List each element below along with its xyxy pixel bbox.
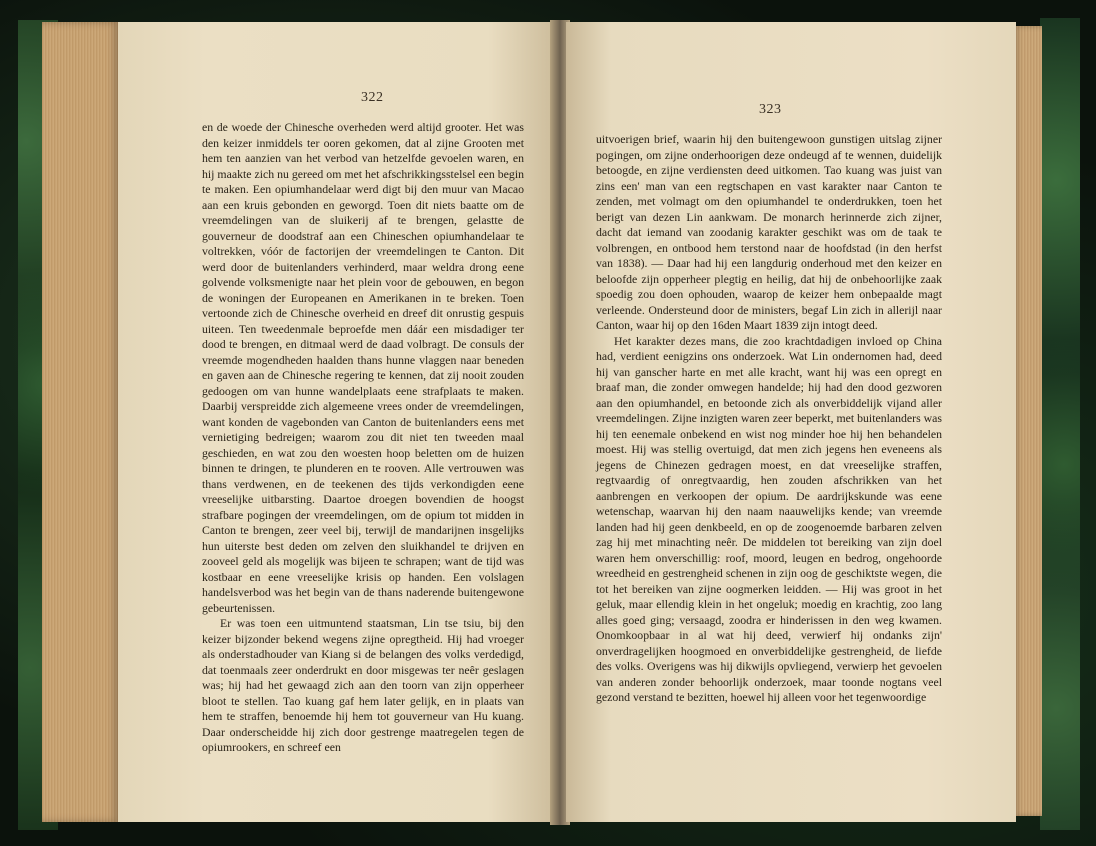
page-number: 323	[759, 102, 782, 117]
paragraph: uitvoerigen brief, waarin hij den buitengewoon gunstigen uitslag zijner pogingen, om zijne onderhoorigen deze ondeugd af te wennen, duidelijk betoogde, en zijne verdiensten deed uitkomen. Tao kuang was juist van zins een' man van een regtschapen en vast karakter naar Canton te zenden, met volmagt om den opiumhandel te onderdrukken, toen het berigt van dezen Lin aankwam. De monarch herinnerde zich zijner, dacht dat iemand van zoodanig karakter geschikt was om de taak te volbrengen, en ontbood hem terstond naar de hoofdstad (in den herfst van 1838). — Daar had hij een langdurig onderhoud met den keizer en beloofde zijn opperheer plegtig en heilig, dat hij de onbehoorlijke zaak spoedig zou doen ophouden, waarop de keizer hem onbepaalde magt verleende. Ondersteund door de ministers, begaf Lin zich in allerijl naar Canton, waar hij op den 16den Maart 1839 zijn intogt deed.	[596, 132, 942, 332]
book-cover-right-marbled	[1040, 18, 1080, 830]
page-number: 322	[361, 90, 384, 105]
paragraph: Het karakter dezes mans, die zoo krachtdadigen invloed op China had, verdient eenigzins ons onderzoek. Wat Lin ondernomen had, deed hij van ganscher harte en met alle kracht, want hij was een opregt en braaf man, die zonder omwegen handelde; hij had den dood gezworen aan den opiumhandel, en betoonde zich als onverbiddelijk vijand aller vreemdelingen. Zijne inzigten waren zeer beperkt, met buitenlanders was hij ten eenemale onbekend en wist nog minder hoe hij hen behandelen moest. Hij was stellig overtuigd, dat men zich jegens hen eveneens als jegens de Chinezen gedragen moest, en dat vreeselijke straffen, regtvaardig of onregtvaardig, hen zouden afschrikken van het aanbrengen en verkoopen der opium. De aardrijkskunde was eene wetenschap, waarvan hij den naam naauwelijks kende; van vreemde landen had hij geen denkbeeld, en op de zoogenoemde barbaren zelven zag hij met minachting neêr. De middelen tot bereiking van zijn doel waren hem onverschillig: roof, moord, leugen en bedrog, ongehoorde wreedheid en gestrengheid schenen in zijn oog de geschiktste wegen, die tot het bereiken van zijne oogmerken leidden. — Hij was groot in het geluk, maar ellendig klein in het ongeluk; moedig en krachtig, zoo lang alles goed ging; versaagd, zoodra er hinderissen in den weg kwamen. Onomkoopbaar in al wat hij deed, verwierf hij ondanks zijn' onverdragelijken hoogmoed en onverbiddelijke gestrengheid, de liefde des volks. Overigens was hij dikwijls opvliegend, verwierp het gevoelen van anderen zonder behoorlijk onderzoek, maar toonde nogtans veel gezond verstand te bezitten, hoewel hij alleen voor het tegenwoordige	[596, 333, 942, 704]
body-text	[596, 132, 942, 706]
paragraph: en de woede der Chinesche overheden werd altijd grooter. Het was den keizer inmiddels ter ooren gekomen, dat al zijne Grooten met hem ten aanzien van het verbod van hetzelfde gevoelen waren, en hij maakte zich nu gereed om met het afschrikkingsstelsel een begin te maken. Een opiumhandelaar werd digt bij den muur van Macao aan een kruis gebonden en geworgd. Toen dit niets baatte om de vreemdelingen van de sluikerij af te brengen, gelastte de gouverneur de doodstraf aan een Chineschen opiumhandelaar te voltrekken, vóór de factorijen der vreemdelingen te Canton. Dit werd door de buitenlanders verhinderd, maar weldra drong eene golvende volksmenigte naar het plein voor de gebouwen, en begon de woningen der Europeanen en Amerikanen in te breken. Toen vertoonde zich de Chinesche overheid en dreef dit onrustig gespuis uiteen. Ten tweedenmale beproefde men dáár een misdadiger ter dood te brengen, en ditmaal werd de daad volbragt. De consuls der vreemde mogendheden haalden thans hunne vlaggen naar beneden en gaven aan de Chinesche regering te kennen, dat zij nooit zouden gedoogen om van hunne wandelplaats eene strafplaats te maken. Daarbij verspreidde zich algemeene vrees onder de vreemdelingen, want konden de vagebonden van Canton de buitenlanders eens met vernietiging bedreigen; waarom zou dit niet ten tweeden maal geschieden, en wat zou den woesten hoop beletten om de huizen binnen te dringen, te plunderen en te rooven. Alle vertrouwen was thans verdwenen, en de teekenen des tijds verkondigden eene vreeselijke uitbarsting. Daartoe droegen bovendien de hoogst strafbare pogingen der vreemdelingen, om de opium tot midden in Canton te brengen, zeer veel bij, terwijl de mandarijnen insgelijks hun uiterste best deden om zelven den sluikhandel te drijven en zooveel geld als mogelijk was bijeen te schrapen; want de tijd was kostbaar en eene vreeselijke krisis op handen. Een volslagen handelsverbod was het begin van de thans naderende buitengewone gebeurtenissen.	[202, 120, 524, 615]
page-edges-right	[1012, 26, 1042, 816]
page-edges-left	[42, 22, 120, 822]
left-page	[118, 22, 554, 822]
body-text	[202, 120, 524, 756]
paragraph: Er was toen een uitmuntend staatsman, Lin tse tsiu, bij den keizer bijzonder bekend wegens zijne opregtheid. Hij had vroeger als onderstadhouder van Kiang si de belangen des volks verdedigd, dat toenmaals zeer onderdrukt en door misgewas ter neêr geslagen was; hij had het gewaagd zich aan den toorn van zijn opperheer bloot te stellen. Tao kuang gaf hem later gelijk, en in plaats van hem te straffen, benoemde hij hem tot gouverneur van Hu kuang. Daar onderscheidde hij zich door gestrenge maatregelen tegen de opiumrookers, en schreef een	[202, 616, 524, 754]
right-page	[566, 22, 1016, 822]
